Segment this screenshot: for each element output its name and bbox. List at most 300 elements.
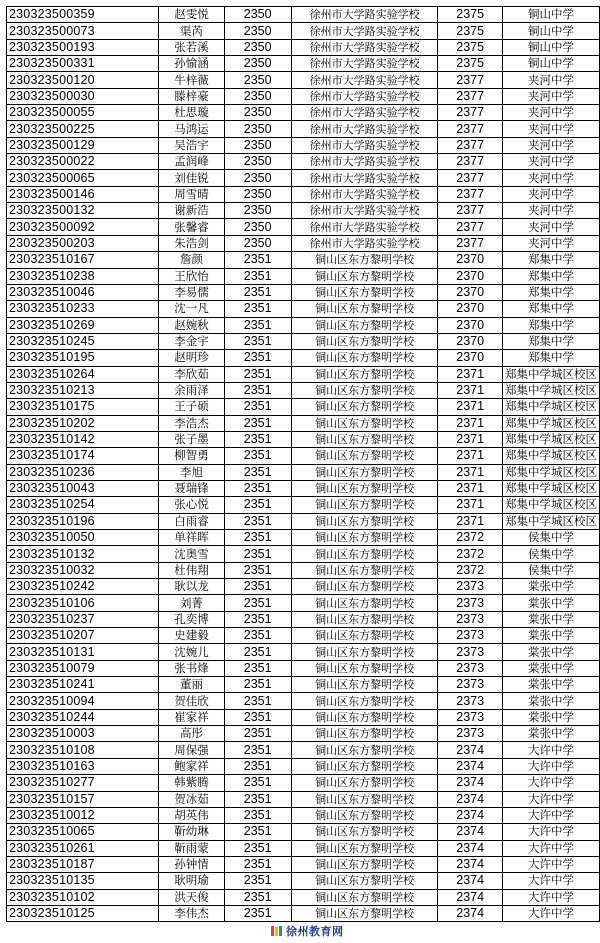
table-row	[7, 431, 600, 447]
dest-school-cell: 郑集中学	[502, 301, 599, 317]
dest-school-cell: 郑集中学城区校区	[502, 366, 599, 382]
school-code-cell: 2351	[224, 579, 291, 595]
student-id-cell: 230323510238	[7, 268, 159, 284]
school-code-cell: 2350	[224, 203, 291, 219]
table-row	[7, 644, 600, 660]
school-name-cell: 铜山区东方黎明学校	[291, 431, 438, 447]
dest-code-cell: 2377	[438, 105, 503, 121]
student-name-cell: 王欣怡	[159, 268, 224, 284]
school-code-cell: 2351	[224, 252, 291, 268]
table-row	[7, 333, 600, 349]
school-code-cell: 2350	[224, 121, 291, 137]
school-name-cell: 铜山区东方黎明学校	[291, 497, 438, 513]
school-code-cell: 2351	[224, 840, 291, 856]
student-id-cell: 230323510202	[7, 415, 159, 431]
student-name-cell: 刘佳锐	[159, 170, 224, 186]
school-code-cell: 2350	[224, 23, 291, 39]
student-name-cell: 李欣茹	[159, 366, 224, 382]
table-row	[7, 284, 600, 300]
school-name-cell: 铜山区东方黎明学校	[291, 628, 438, 644]
student-name-cell: 李浩杰	[159, 415, 224, 431]
student-id-cell: 230323500055	[7, 105, 159, 121]
table-row	[7, 742, 600, 758]
student-id-cell: 230323510094	[7, 693, 159, 709]
school-code-cell: 2350	[224, 170, 291, 186]
student-id-cell: 230323510106	[7, 595, 159, 611]
student-id-cell: 230323510032	[7, 562, 159, 578]
table-row	[7, 595, 600, 611]
school-code-cell: 2350	[224, 105, 291, 121]
table-row	[7, 758, 600, 774]
dest-code-cell: 2371	[438, 366, 503, 382]
dest-school-cell: 夹河中学	[502, 219, 599, 235]
student-id-cell: 230323500331	[7, 56, 159, 72]
school-code-cell: 2351	[224, 546, 291, 562]
school-name-cell: 徐州市大学路实验学校	[291, 137, 438, 153]
dest-school-cell: 夹河中学	[502, 235, 599, 251]
dest-school-cell: 郑集中学	[502, 252, 599, 268]
student-name-cell: 周保强	[159, 742, 224, 758]
student-name-cell: 张书烽	[159, 660, 224, 676]
student-name-cell: 洪天俊	[159, 889, 224, 905]
student-id-cell: 230323510241	[7, 677, 159, 693]
student-id-cell: 230323510131	[7, 644, 159, 660]
student-id-cell: 230323510254	[7, 497, 159, 513]
school-name-cell: 铜山区东方黎明学校	[291, 709, 438, 725]
student-name-cell: 史建毅	[159, 628, 224, 644]
table-row	[7, 480, 600, 496]
table-row	[7, 660, 600, 676]
student-name-cell: 耿以龙	[159, 579, 224, 595]
school-code-cell: 2351	[224, 889, 291, 905]
school-name-cell: 铜山区东方黎明学校	[291, 382, 438, 398]
student-id-cell: 230323510244	[7, 709, 159, 725]
student-id-cell: 230323510237	[7, 611, 159, 627]
table-row	[7, 366, 600, 382]
dest-school-cell: 夹河中学	[502, 105, 599, 121]
student-id-cell: 230323500225	[7, 121, 159, 137]
school-code-cell: 2351	[224, 562, 291, 578]
student-name-cell: 朱浩剑	[159, 235, 224, 251]
school-name-cell: 铜山区东方黎明学校	[291, 366, 438, 382]
table-row	[7, 252, 600, 268]
dest-code-cell: 2373	[438, 611, 503, 627]
school-code-cell: 2351	[224, 317, 291, 333]
student-id-cell: 230323500065	[7, 170, 159, 186]
student-name-cell: 崔家祥	[159, 709, 224, 725]
student-id-cell: 230323510187	[7, 856, 159, 872]
school-name-cell: 铜山区东方黎明学校	[291, 562, 438, 578]
school-name-cell: 徐州市大学路实验学校	[291, 235, 438, 251]
dest-school-cell: 夹河中学	[502, 88, 599, 104]
dest-code-cell: 2373	[438, 693, 503, 709]
student-name-cell: 马鸿运	[159, 121, 224, 137]
school-code-cell: 2351	[224, 333, 291, 349]
dest-code-cell: 2377	[438, 72, 503, 88]
dest-school-cell: 大许中学	[502, 856, 599, 872]
table-row	[7, 628, 600, 644]
dest-school-cell: 大许中学	[502, 807, 599, 823]
table-row	[7, 546, 600, 562]
table-row	[7, 105, 600, 121]
dest-school-cell: 郑集中学城区校区	[502, 431, 599, 447]
student-id-cell: 230323510079	[7, 660, 159, 676]
student-name-cell: 张子墨	[159, 431, 224, 447]
dest-code-cell: 2371	[438, 382, 503, 398]
student-id-cell: 230323510142	[7, 431, 159, 447]
student-id-cell: 230323510245	[7, 333, 159, 349]
school-name-cell: 徐州市大学路实验学校	[291, 7, 438, 23]
student-id-cell: 230323500129	[7, 137, 159, 153]
student-name-cell: 孟润峰	[159, 154, 224, 170]
table-row	[7, 530, 600, 546]
school-name-cell: 铜山区东方黎明学校	[291, 660, 438, 676]
table-row	[7, 448, 600, 464]
school-code-cell: 2351	[224, 807, 291, 823]
school-name-cell: 铜山区东方黎明学校	[291, 677, 438, 693]
table-row	[7, 268, 600, 284]
student-id-cell: 230323510242	[7, 579, 159, 595]
dest-school-cell: 大许中学	[502, 873, 599, 889]
school-name-cell: 徐州市大学路实验学校	[291, 186, 438, 202]
table-row	[7, 170, 600, 186]
table-row	[7, 889, 600, 905]
table-row	[7, 317, 600, 333]
dest-code-cell: 2373	[438, 709, 503, 725]
student-id-cell: 230323500073	[7, 23, 159, 39]
book-logo-icon	[270, 924, 284, 938]
school-code-cell: 2350	[224, 219, 291, 235]
student-name-cell: 谢新浩	[159, 203, 224, 219]
student-name-cell: 沈奥雪	[159, 546, 224, 562]
school-code-cell: 2351	[224, 905, 291, 921]
dest-school-cell: 棠张中学	[502, 611, 599, 627]
student-name-cell: 沈一凡	[159, 301, 224, 317]
dest-school-cell: 棠张中学	[502, 628, 599, 644]
school-name-cell: 铜山区东方黎明学校	[291, 824, 438, 840]
student-name-cell: 聂瑞锋	[159, 480, 224, 496]
school-code-cell: 2351	[224, 693, 291, 709]
school-name-cell: 铜山区东方黎明学校	[291, 595, 438, 611]
school-name-cell: 徐州市大学路实验学校	[291, 219, 438, 235]
school-code-cell: 2350	[224, 39, 291, 55]
school-name-cell: 铜山区东方黎明学校	[291, 301, 438, 317]
student-name-cell: 孙钟情	[159, 856, 224, 872]
school-name-cell: 徐州市大学路实验学校	[291, 105, 438, 121]
student-id-cell: 230323510135	[7, 873, 159, 889]
student-id-cell: 230323500092	[7, 219, 159, 235]
dest-code-cell: 2370	[438, 333, 503, 349]
table-row	[7, 301, 600, 317]
dest-code-cell: 2371	[438, 497, 503, 513]
school-name-cell: 徐州市大学路实验学校	[291, 72, 438, 88]
dest-code-cell: 2372	[438, 530, 503, 546]
school-code-cell: 2351	[224, 595, 291, 611]
table-row	[7, 350, 600, 366]
dest-school-cell: 大许中学	[502, 742, 599, 758]
student-id-cell: 230323510050	[7, 530, 159, 546]
student-id-cell: 230323510003	[7, 726, 159, 742]
student-id-cell: 230323510157	[7, 791, 159, 807]
dest-code-cell: 2371	[438, 480, 503, 496]
table-row	[7, 235, 600, 251]
school-code-cell: 2351	[224, 513, 291, 529]
table-row	[7, 873, 600, 889]
student-name-cell: 沈婉儿	[159, 644, 224, 660]
student-name-cell: 董丽	[159, 677, 224, 693]
dest-school-cell: 夹河中学	[502, 186, 599, 202]
student-id-cell: 230323510195	[7, 350, 159, 366]
dest-code-cell: 2375	[438, 56, 503, 72]
school-code-cell: 2351	[224, 709, 291, 725]
school-code-cell: 2351	[224, 758, 291, 774]
dest-code-cell: 2374	[438, 824, 503, 840]
student-name-cell: 耿明瑜	[159, 873, 224, 889]
school-name-cell: 铜山区东方黎明学校	[291, 742, 438, 758]
school-code-cell: 2351	[224, 448, 291, 464]
table-row	[7, 807, 600, 823]
school-code-cell: 2351	[224, 628, 291, 644]
school-code-cell: 2351	[224, 856, 291, 872]
dest-school-cell: 侯集中学	[502, 562, 599, 578]
student-id-cell: 230323510163	[7, 758, 159, 774]
school-name-cell: 铜山区东方黎明学校	[291, 579, 438, 595]
student-name-cell: 杜思璇	[159, 105, 224, 121]
dest-code-cell: 2372	[438, 546, 503, 562]
school-name-cell: 铜山区东方黎明学校	[291, 611, 438, 627]
table-row	[7, 791, 600, 807]
dest-code-cell: 2372	[438, 562, 503, 578]
table-row	[7, 824, 600, 840]
school-name-cell: 铜山区东方黎明学校	[291, 644, 438, 660]
dest-school-cell: 郑集中学城区校区	[502, 464, 599, 480]
student-name-cell: 贺佳欣	[159, 693, 224, 709]
school-name-cell: 铜山区东方黎明学校	[291, 415, 438, 431]
school-name-cell: 铜山区东方黎明学校	[291, 464, 438, 480]
dest-code-cell: 2374	[438, 889, 503, 905]
school-code-cell: 2351	[224, 775, 291, 791]
table-row	[7, 840, 600, 856]
dest-school-cell: 夹河中学	[502, 203, 599, 219]
dest-school-cell: 大许中学	[502, 775, 599, 791]
school-code-cell: 2351	[224, 726, 291, 742]
school-code-cell: 2351	[224, 284, 291, 300]
table-row	[7, 186, 600, 202]
school-code-cell: 2351	[224, 677, 291, 693]
school-code-cell: 2351	[224, 464, 291, 480]
student-id-cell: 230323510233	[7, 301, 159, 317]
table-row	[7, 382, 600, 398]
school-code-cell: 2350	[224, 72, 291, 88]
dest-school-cell: 铜山中学	[502, 23, 599, 39]
student-name-cell: 孙愉涵	[159, 56, 224, 72]
dest-school-cell: 铜山中学	[502, 39, 599, 55]
school-name-cell: 铜山区东方黎明学校	[291, 856, 438, 872]
dest-code-cell: 2373	[438, 644, 503, 660]
dest-code-cell: 2370	[438, 252, 503, 268]
school-name-cell: 铜山区东方黎明学校	[291, 873, 438, 889]
school-code-cell: 2351	[224, 824, 291, 840]
watermark	[268, 922, 346, 939]
school-code-cell: 2351	[224, 301, 291, 317]
table-row	[7, 7, 600, 23]
student-name-cell: 胡英伟	[159, 807, 224, 823]
student-id-cell: 230323500022	[7, 154, 159, 170]
school-name-cell: 铜山区东方黎明学校	[291, 252, 438, 268]
dest-code-cell: 2375	[438, 23, 503, 39]
table-row	[7, 693, 600, 709]
dest-code-cell: 2371	[438, 399, 503, 415]
school-name-cell: 铜山区东方黎明学校	[291, 333, 438, 349]
dest-school-cell: 郑集中学城区校区	[502, 448, 599, 464]
table-row	[7, 39, 600, 55]
student-id-cell: 230323500193	[7, 39, 159, 55]
student-name-cell: 詹颜	[159, 252, 224, 268]
school-code-cell: 2351	[224, 268, 291, 284]
student-id-cell: 230323500359	[7, 7, 159, 23]
dest-school-cell: 夹河中学	[502, 121, 599, 137]
school-code-cell: 2351	[224, 644, 291, 660]
table-row	[7, 905, 600, 921]
dest-code-cell: 2373	[438, 579, 503, 595]
school-code-cell: 2351	[224, 530, 291, 546]
student-name-cell: 余雨泽	[159, 382, 224, 398]
student-name-cell: 韩紫腾	[159, 775, 224, 791]
dest-code-cell: 2373	[438, 726, 503, 742]
table-row	[7, 726, 600, 742]
dest-code-cell: 2373	[438, 660, 503, 676]
school-name-cell: 徐州市大学路实验学校	[291, 170, 438, 186]
student-id-cell: 230323510207	[7, 628, 159, 644]
dest-code-cell: 2371	[438, 448, 503, 464]
dest-school-cell: 大许中学	[502, 889, 599, 905]
school-name-cell: 铜山区东方黎明学校	[291, 726, 438, 742]
school-code-cell: 2351	[224, 350, 291, 366]
dest-code-cell: 2374	[438, 807, 503, 823]
student-name-cell: 渠芮	[159, 23, 224, 39]
dest-code-cell: 2377	[438, 186, 503, 202]
school-name-cell: 铜山区东方黎明学校	[291, 889, 438, 905]
student-id-cell: 230323510213	[7, 382, 159, 398]
student-id-cell: 230323500132	[7, 203, 159, 219]
dest-school-cell: 夹河中学	[502, 170, 599, 186]
student-name-cell: 牛梓薇	[159, 72, 224, 88]
school-name-cell: 徐州市大学路实验学校	[291, 39, 438, 55]
dest-school-cell: 郑集中学	[502, 350, 599, 366]
school-name-cell: 铜山区东方黎明学校	[291, 268, 438, 284]
dest-code-cell: 2370	[438, 350, 503, 366]
dest-code-cell: 2374	[438, 758, 503, 774]
student-id-cell: 230323510196	[7, 513, 159, 529]
dest-school-cell: 大许中学	[502, 824, 599, 840]
student-name-cell: 靳幼琳	[159, 824, 224, 840]
dest-school-cell: 郑集中学	[502, 284, 599, 300]
dest-code-cell: 2374	[438, 873, 503, 889]
dest-code-cell: 2377	[438, 203, 503, 219]
dest-school-cell: 大许中学	[502, 905, 599, 921]
table-row	[7, 775, 600, 791]
student-id-cell: 230323510269	[7, 317, 159, 333]
dest-school-cell: 棠张中学	[502, 644, 599, 660]
table-row	[7, 399, 600, 415]
school-code-cell: 2351	[224, 431, 291, 447]
school-name-cell: 铜山区东方黎明学校	[291, 758, 438, 774]
school-name-cell: 徐州市大学路实验学校	[291, 121, 438, 137]
student-id-cell: 230323500203	[7, 235, 159, 251]
student-name-cell: 单祥晖	[159, 530, 224, 546]
dest-code-cell: 2377	[438, 219, 503, 235]
student-id-cell: 230323510236	[7, 464, 159, 480]
school-name-cell: 铜山区东方黎明学校	[291, 791, 438, 807]
dest-code-cell: 2377	[438, 235, 503, 251]
student-name-cell: 张心悦	[159, 497, 224, 513]
table-row	[7, 562, 600, 578]
dest-school-cell: 大许中学	[502, 758, 599, 774]
dest-school-cell: 铜山中学	[502, 56, 599, 72]
dest-code-cell: 2374	[438, 742, 503, 758]
school-name-cell: 徐州市大学路实验学校	[291, 23, 438, 39]
student-name-cell: 鲍家祥	[159, 758, 224, 774]
dest-code-cell: 2370	[438, 268, 503, 284]
student-name-cell: 李旭	[159, 464, 224, 480]
school-code-cell: 2350	[224, 186, 291, 202]
table-row	[7, 23, 600, 39]
student-id-cell: 230323510065	[7, 824, 159, 840]
dest-school-cell: 郑集中学	[502, 317, 599, 333]
school-code-cell: 2351	[224, 873, 291, 889]
school-name-cell: 铜山区东方黎明学校	[291, 775, 438, 791]
student-name-cell: 白雨睿	[159, 513, 224, 529]
table-row	[7, 611, 600, 627]
dest-code-cell: 2377	[438, 88, 503, 104]
dest-school-cell: 棠张中学	[502, 660, 599, 676]
school-name-cell: 铜山区东方黎明学校	[291, 807, 438, 823]
student-id-cell: 230323500146	[7, 186, 159, 202]
student-name-cell: 柳智勇	[159, 448, 224, 464]
school-name-cell: 徐州市大学路实验学校	[291, 56, 438, 72]
dest-school-cell: 郑集中学城区校区	[502, 480, 599, 496]
student-id-cell: 230323510046	[7, 284, 159, 300]
dest-school-cell: 侯集中学	[502, 546, 599, 562]
student-id-cell: 230323510261	[7, 840, 159, 856]
student-id-cell: 230323510167	[7, 252, 159, 268]
student-name-cell: 李易儒	[159, 284, 224, 300]
student-id-cell: 230323510132	[7, 546, 159, 562]
dest-code-cell: 2377	[438, 137, 503, 153]
dest-school-cell: 夹河中学	[502, 72, 599, 88]
dest-school-cell: 郑集中学城区校区	[502, 382, 599, 398]
school-name-cell: 铜山区东方黎明学校	[291, 317, 438, 333]
student-id-cell: 230323510108	[7, 742, 159, 758]
school-code-cell: 2351	[224, 382, 291, 398]
student-id-cell: 230323510175	[7, 399, 159, 415]
school-code-cell: 2351	[224, 497, 291, 513]
student-id-cell: 230323510277	[7, 775, 159, 791]
table-row	[7, 497, 600, 513]
school-code-cell: 2350	[224, 235, 291, 251]
student-name-cell: 靳雨蒙	[159, 840, 224, 856]
school-name-cell: 徐州市大学路实验学校	[291, 88, 438, 104]
table-row	[7, 137, 600, 153]
dest-school-cell: 棠张中学	[502, 693, 599, 709]
student-name-cell: 周雪晴	[159, 186, 224, 202]
table-row	[7, 464, 600, 480]
school-name-cell: 铜山区东方黎明学校	[291, 350, 438, 366]
school-name-cell: 铜山区东方黎明学校	[291, 693, 438, 709]
table-row	[7, 203, 600, 219]
table-row	[7, 88, 600, 104]
dest-school-cell: 棠张中学	[502, 709, 599, 725]
